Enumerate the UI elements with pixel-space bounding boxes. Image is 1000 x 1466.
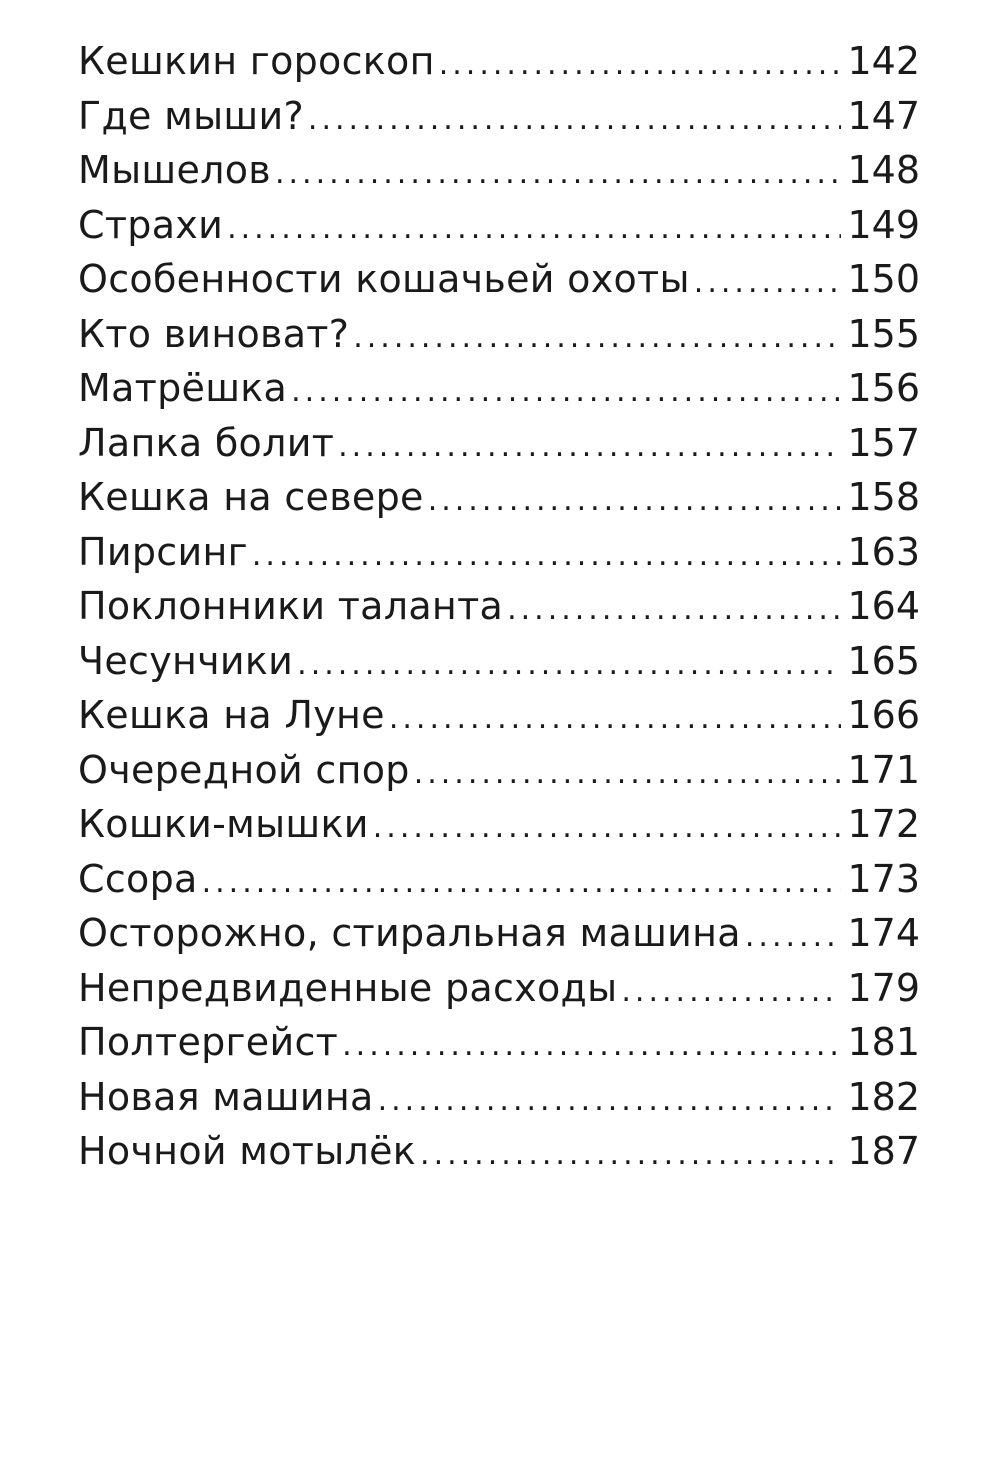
toc-entry[interactable]: [78, 470, 920, 525]
toc-entry[interactable]: [78, 906, 920, 961]
toc-entry-title: Новая машина: [78, 1074, 374, 1119]
toc-entry-title: Кто виноват?: [78, 311, 350, 356]
toc-dot-leader: [227, 202, 841, 257]
toc-dot-leader: [308, 93, 842, 148]
toc-entry-page: 182: [847, 1074, 920, 1119]
toc-dot-leader: [353, 311, 841, 366]
toc-entry-title: Где мыши?: [78, 93, 304, 138]
toc-dot-leader: [291, 365, 841, 420]
toc-dot-leader: [202, 856, 842, 911]
toc-entry-title: Ссора: [78, 856, 198, 901]
toc-entry-page: 142: [847, 39, 920, 83]
toc-entry[interactable]: [78, 688, 920, 743]
toc-dot-leader: [694, 256, 842, 311]
toc-entry-page: 147: [847, 93, 920, 138]
toc-dot-leader: [507, 583, 841, 638]
toc-entry-page: 165: [847, 638, 920, 683]
toc-dot-leader: [378, 1074, 842, 1129]
toc-entry-page: 149: [847, 202, 920, 247]
toc-entry-title: Чесунчики: [78, 638, 294, 683]
toc-entry-page: 181: [847, 1020, 920, 1064]
toc-entry[interactable]: [78, 34, 920, 89]
toc-dot-leader: [439, 38, 842, 93]
toc-entry-page: 156: [847, 366, 920, 410]
toc-entry-page: 171: [847, 747, 920, 792]
toc-entry[interactable]: [78, 852, 920, 907]
toc-entry-title: Поклонники таланта: [78, 584, 504, 628]
toc-entry[interactable]: [78, 416, 920, 471]
toc-dot-leader: [275, 147, 841, 202]
toc-dot-leader: [338, 420, 841, 475]
toc-entry-title: Матрёшка: [78, 366, 288, 410]
toc-entry-title: Кешка на Луне: [78, 693, 385, 737]
toc-entry[interactable]: [78, 797, 920, 852]
toc-entry-page: 173: [847, 856, 920, 901]
toc-dot-leader: [373, 801, 842, 856]
toc-entry-page: 158: [847, 475, 920, 519]
toc-entry[interactable]: [78, 252, 920, 307]
toc-dot-leader: [414, 747, 842, 802]
toc-entry[interactable]: [78, 361, 920, 416]
toc-entry-title: Осторожно, стиральная машина: [78, 911, 741, 955]
toc-entry-title: Кешкин гороскоп: [78, 39, 435, 83]
toc-entry-title: Мышелов: [78, 148, 271, 192]
toc-entry-page: 148: [847, 148, 920, 192]
toc-entry[interactable]: [78, 634, 920, 689]
toc-entry[interactable]: [78, 1124, 920, 1179]
toc-entry[interactable]: [78, 89, 920, 144]
toc-entry-page: 155: [847, 311, 920, 356]
toc-entry-page: 187: [847, 1129, 920, 1173]
toc-entry[interactable]: [78, 579, 920, 634]
toc-entry-page: 166: [847, 693, 920, 737]
toc-dot-leader: [428, 474, 842, 529]
toc-entry[interactable]: [78, 198, 920, 253]
toc-entry[interactable]: [78, 961, 920, 1016]
toc-entry-title: Пирсинг: [78, 529, 248, 574]
toc-entry-title: Особенности кошачьей охоты: [78, 257, 690, 301]
toc-entry[interactable]: [78, 743, 920, 798]
toc-entry-page: 157: [847, 420, 920, 465]
toc-entry-page: 179: [847, 965, 920, 1010]
toc-dot-leader: [389, 692, 842, 747]
table-of-contents: [78, 34, 920, 1179]
toc-dot-leader: [342, 1019, 841, 1074]
toc-entry-page: 150: [847, 257, 920, 301]
toc-entry-page: 164: [847, 584, 920, 628]
toc-entry-page: 172: [847, 802, 920, 846]
toc-dot-leader: [252, 529, 842, 584]
toc-entry[interactable]: [78, 307, 920, 362]
toc-entry-title: Очередной спор: [78, 747, 410, 792]
toc-entry-title: Непредвиденные расходы: [78, 965, 618, 1010]
toc-entry-title: Ночной мотылёк: [78, 1129, 417, 1173]
toc-entry-page: 174: [847, 911, 920, 955]
toc-entry-title: Страхи: [78, 202, 224, 247]
toc-entry[interactable]: [78, 525, 920, 580]
toc-dot-leader: [420, 1128, 841, 1183]
toc-entry[interactable]: [78, 1070, 920, 1125]
toc-entry-title: Лапка болит: [78, 420, 335, 465]
toc-entry[interactable]: [78, 1015, 920, 1070]
toc-entry-title: Кешка на севере: [78, 475, 424, 519]
toc-entry[interactable]: [78, 143, 920, 198]
toc-dot-leader: [621, 965, 841, 1020]
toc-entry-page: 163: [847, 529, 920, 574]
toc-entry-title: Полтергейст: [78, 1020, 339, 1064]
toc-entry-title: Кошки-мышки: [78, 802, 369, 846]
toc-dot-leader: [297, 638, 841, 693]
toc-dot-leader: [745, 910, 842, 965]
